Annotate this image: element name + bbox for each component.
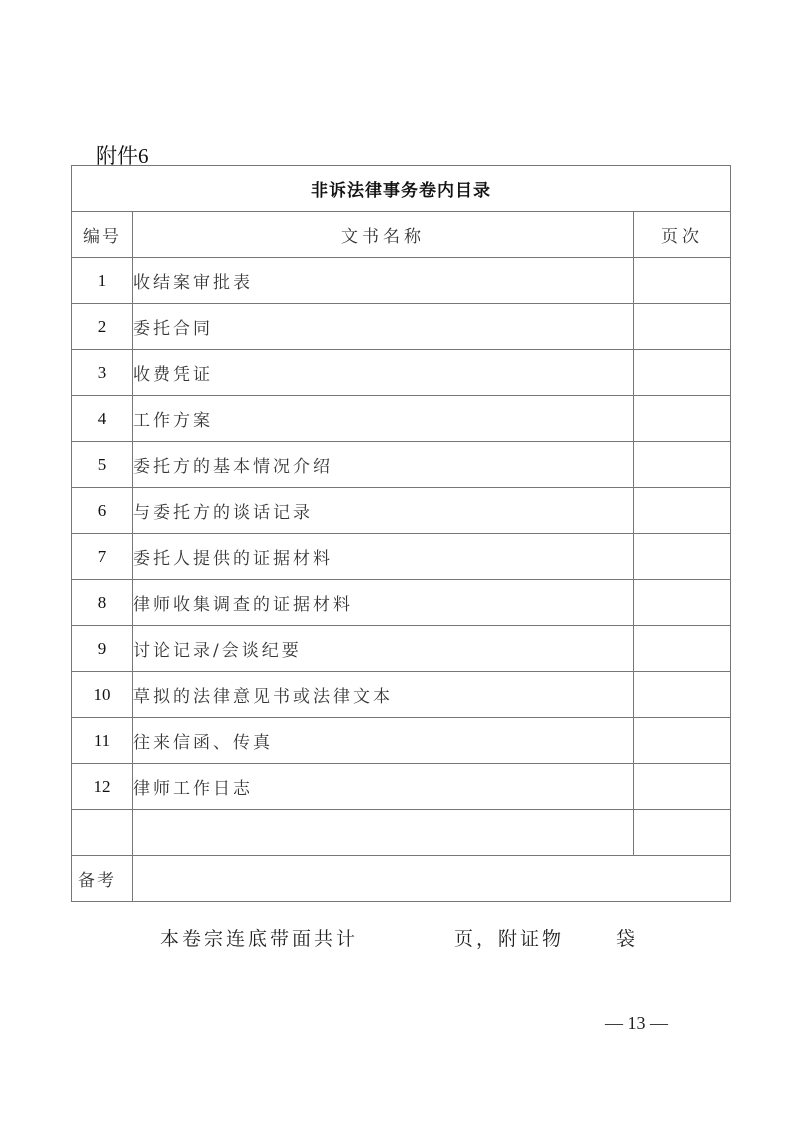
document-name [133, 810, 634, 856]
table-row [72, 442, 731, 488]
footer-bags-suffix: 袋 [616, 928, 639, 950]
document-name: 往来信函、传真 [133, 718, 634, 764]
attachment-prefix: 附件 [96, 144, 138, 168]
row-number: 10 [72, 672, 133, 718]
row-number [72, 810, 133, 856]
table-row [72, 718, 731, 764]
catalog-table [71, 165, 731, 902]
document-name: 律师收集调查的证据材料 [133, 580, 634, 626]
footer-pages-suffix: 页，附证物 [454, 928, 565, 950]
page-count-cell[interactable] [634, 580, 731, 626]
table-row [72, 350, 731, 396]
table-row [72, 810, 731, 856]
header-row [72, 212, 731, 258]
row-number: 3 [72, 350, 133, 396]
title-row [72, 166, 731, 212]
page-count-cell[interactable] [634, 258, 731, 304]
table-row [72, 396, 731, 442]
row-number: 11 [72, 718, 133, 764]
row-number: 4 [72, 396, 133, 442]
attachment-number: 6 [138, 144, 149, 168]
footer-summary [160, 924, 638, 951]
row-number: 8 [72, 580, 133, 626]
document-name: 委托合同 [133, 304, 634, 350]
page-count-cell[interactable] [634, 304, 731, 350]
remark-field[interactable] [133, 856, 731, 902]
row-number: 9 [72, 626, 133, 672]
table-row [72, 672, 731, 718]
header-pages: 页次 [634, 212, 731, 258]
row-number: 6 [72, 488, 133, 534]
page-count-cell[interactable] [634, 672, 731, 718]
table-row [72, 304, 731, 350]
page-count-cell[interactable] [634, 810, 731, 856]
document-name: 收费凭证 [133, 350, 634, 396]
header-name: 文书名称 [133, 212, 634, 258]
row-number: 1 [72, 258, 133, 304]
page-count-cell[interactable] [634, 534, 731, 580]
remark-row [72, 856, 731, 902]
page-count-cell[interactable] [634, 442, 731, 488]
document-name: 工作方案 [133, 396, 634, 442]
document-name: 律师工作日志 [133, 764, 634, 810]
page-count-cell[interactable] [634, 718, 731, 764]
header-no: 编号 [72, 212, 133, 258]
row-number: 7 [72, 534, 133, 580]
page-count-cell[interactable] [634, 396, 731, 442]
footer-total-prefix: 本卷宗连底带面共计 [160, 928, 359, 950]
table-row [72, 488, 731, 534]
row-number: 12 [72, 764, 133, 810]
table-row [72, 534, 731, 580]
remark-label: 备考 [72, 856, 133, 902]
document-name: 草拟的法律意见书或法律文本 [133, 672, 634, 718]
table-row [72, 626, 731, 672]
document-name: 讨论记录/会谈纪要 [133, 626, 634, 672]
page-count-cell[interactable] [634, 764, 731, 810]
table-row [72, 580, 731, 626]
page-count-cell[interactable] [634, 626, 731, 672]
row-number: 5 [72, 442, 133, 488]
row-number: 2 [72, 304, 133, 350]
document-name: 与委托方的谈话记录 [133, 488, 634, 534]
table-row [72, 258, 731, 304]
document-name: 委托方的基本情况介绍 [133, 442, 634, 488]
table-row [72, 764, 731, 810]
page-number: — 13 — [605, 1013, 668, 1033]
document-name: 委托人提供的证据材料 [133, 534, 634, 580]
page-count-cell[interactable] [634, 350, 731, 396]
page-count-cell[interactable] [634, 488, 731, 534]
document-name: 收结案审批表 [133, 258, 634, 304]
table-title: 非诉法律事务卷内目录 [72, 166, 731, 212]
